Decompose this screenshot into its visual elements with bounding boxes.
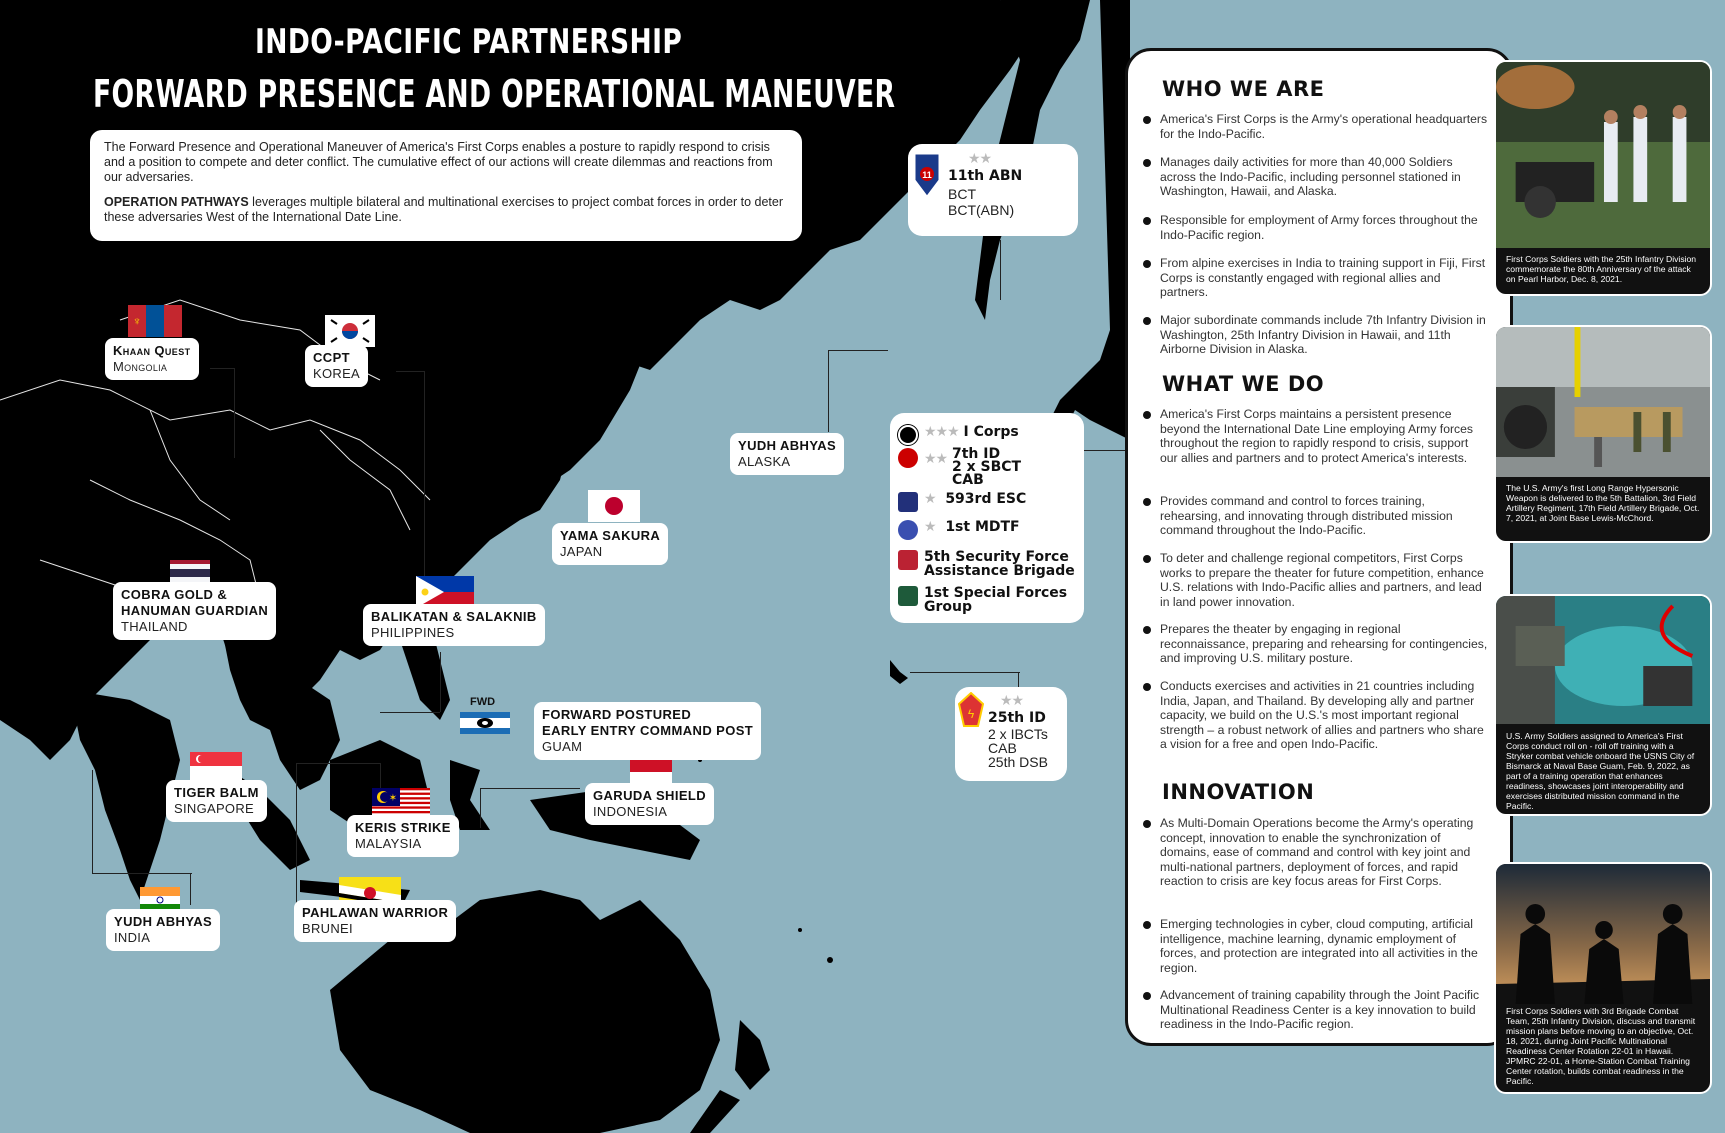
exercise-country: INDONESIA: [593, 804, 668, 819]
who-bullet-3: Responsible for employment of Army forces throughout the Indo-Pacific region.: [1143, 213, 1488, 242]
unit-row-i-corps: [898, 425, 1019, 445]
fwd-flag-label: FWD: [470, 696, 496, 708]
photo-caption: First Corps Soldiers with 3rd Brigade Combat Team, 25th Infantry Division, discuss and transmit mission plans before moving to an objective, Oct. 18, 2021, during Joint Pacific Multinational Readiness Center Rotation 22-01 in Hawaii. JPMRC 22-01, a Home-Station Combat Training Center rotation, builds combat readiness in the Pacific.: [1506, 1006, 1696, 1086]
exercise-card-brunei[interactable]: [294, 900, 456, 942]
unit-row-7th-id: [898, 448, 1021, 487]
exercise-card-india[interactable]: [106, 909, 220, 951]
unit-name: 25th ID: [988, 710, 1046, 726]
exercise-name: CCPT: [313, 350, 350, 365]
photo-card-pearl-harbor: [1494, 60, 1712, 296]
exercise-country: THAILAND: [121, 619, 188, 634]
unit-row-1st-sfg: [898, 586, 1067, 614]
unit-stars: ★★: [1000, 692, 1024, 708]
unit-stars: ★: [924, 491, 936, 507]
what-bullet-2: Provides command and control to forces training, rehearsing, and innovating through distributed mission command throughout the Indo-Pacific.: [1143, 494, 1488, 538]
photo-caption: First Corps Soldiers with the 25th Infantry Division commemorate the 80th Anniversary of the attack on Pearl Harbor, Dec. 8, 2021.: [1506, 254, 1697, 284]
photo-card-jpmrc: [1494, 862, 1712, 1094]
what-we-do-heading: WHAT WE DO: [1162, 372, 1325, 396]
exercise-country: Mongolia: [113, 359, 168, 374]
exercise-name: YAMA SAKURA: [560, 528, 661, 543]
korea-flag: [325, 315, 375, 347]
innovation-bullet-2: Emerging technologies in cyber, cloud computing, artificial intelligence, machine learning, dynamic employment of forces, and protection are integrated into all activities in the region.: [1143, 917, 1488, 975]
unit-name: 11th ABN: [948, 168, 1023, 184]
exercise-card-indonesia[interactable]: [585, 783, 714, 825]
mongolia-flag: [128, 305, 182, 337]
exercise-country: MALAYSIA: [355, 836, 422, 851]
airborne-patch-icon: [913, 150, 941, 198]
innovation-bullet-1: As Multi-Domain Operations become the Army's operating concept, innovation to enable the synchronization of domains, ease of command and control with key joint and multi-national partners, deployment of forces, and rapid reaction to crisis are key focus areas for First Corps.: [1143, 816, 1488, 889]
unit-line4: 25th DSB: [988, 754, 1048, 770]
exercise-card-mongolia[interactable]: [105, 338, 199, 380]
exercise-country: BRUNEI: [302, 921, 353, 936]
unit-row-1st-mdtf: [898, 520, 1020, 540]
exercise-card-korea[interactable]: [305, 345, 368, 387]
photo-caption: U.S. Army Soldiers assigned to America's First Corps conduct roll on - roll off training with a Stryker combat vehicle onboard the USNS City of Bismarck at Naval Base Guam, Feb. 9, 2022, as part of a training operation that enhances readiness, showcases joint interoperability and exercises distributed mission command in the Pacific.: [1506, 731, 1695, 811]
photo-caption: The U.S. Army's first Long Range Hypersonic Weapon is delivered to the 5th Battalion, 3rd Field Artillery Regiment, 17th Field Artillery Brigade, Oct. 7, 2021, at Joint Base Lewis-McChord.: [1506, 483, 1700, 523]
exercise-country: PHILIPPINES: [371, 625, 455, 640]
unit-name: 1st Special Forces: [924, 585, 1068, 601]
exercise-name: GARUDA SHIELD: [593, 788, 707, 803]
who-bullet-1: America's First Corps is the Army's operational headquarters for the Indo-Pacific.: [1143, 112, 1488, 141]
exercise-name-line2: EARLY ENTRY COMMAND POST: [542, 723, 754, 738]
operation-pathways-text: leverages multiple bilateral and multinational exercises to project combat forces in order to deter these adversaries West of the International Date Line.: [104, 195, 783, 224]
hypersonic-weapon-photo: [1496, 327, 1710, 477]
exercise-country: KOREA: [313, 366, 361, 381]
exercise-name: KERIS STRIKE: [355, 820, 451, 835]
exercise-country: ALASKA: [738, 454, 791, 469]
soldiers-silhouette-photo: [1496, 864, 1710, 1004]
i-corps-patch-icon: [898, 425, 918, 445]
photo-card-stryker: [1494, 594, 1712, 816]
innovation-heading: INNOVATION: [1162, 780, 1315, 804]
what-bullet-5: Conducts exercises and activities in 21 countries including India, Japan, and Thailand. By developing ally and partner capacity, we build on the U.S.'s most important regional strength – a robust network of allies and partners who share a vision for a free and open Indo-Pacific.: [1143, 679, 1488, 752]
what-bullet-1: America's First Corps maintains a persistent presence beyond the International Date Line employing Army forces throughout the region to rapidly respond to crisis, support our allies and partners and to protect America's interests.: [1143, 407, 1488, 465]
exercise-card-guam[interactable]: [534, 702, 761, 760]
svg-text:11: 11: [922, 170, 932, 180]
intro-box: [90, 130, 802, 241]
unit-name: 5th Security Force: [924, 549, 1069, 565]
exercise-country: GUAM: [542, 739, 583, 754]
exercise-name: Khaan Quest: [113, 343, 191, 358]
unit-name: I Corps: [963, 424, 1019, 440]
unit-line3: CAB: [951, 472, 984, 488]
exercise-card-japan[interactable]: [552, 523, 668, 565]
exercise-name: YUDH ABHYAS: [738, 438, 837, 453]
page-title-line1: INDO-PACIFIC PARTNERSHIP: [255, 22, 683, 62]
593rd-esc-patch-icon: [898, 492, 918, 512]
exercise-card-philippines[interactable]: [363, 604, 545, 646]
exercise-country: INDIA: [114, 930, 151, 945]
25th-id-patch-icon: [958, 692, 984, 728]
singapore-flag: [190, 752, 242, 780]
exercise-country: SINGAPORE: [174, 801, 254, 816]
svg-text:♆: ♆: [132, 314, 142, 328]
unit-row-5th-sfab: [898, 550, 1075, 578]
photo-card-hypersonic: [1494, 325, 1712, 543]
page-title-line2: FORWARD PRESENCE AND OPERATIONAL MANEUVER: [93, 72, 896, 116]
5th-sfab-patch-icon: [898, 550, 918, 570]
exercise-name: TIGER BALM: [174, 785, 259, 800]
unit-name: 593rd ESC: [945, 491, 1027, 507]
exercise-country: JAPAN: [560, 544, 603, 559]
unit-name: 7th ID: [951, 446, 1001, 462]
unit-stars: ★★: [968, 150, 992, 166]
japan-flag: [588, 490, 640, 522]
operation-pathways-paragraph: [104, 195, 788, 225]
exercise-name: BALIKATAN & SALAKNIB: [371, 609, 537, 624]
unit-line3: CAB: [988, 740, 1017, 756]
svg-text:✶: ✶: [388, 793, 398, 804]
7th-id-patch-icon: [898, 448, 918, 468]
exercise-card-thailand[interactable]: [113, 582, 276, 640]
exercise-card-singapore[interactable]: [166, 780, 267, 822]
exercise-name: YUDH ABHYAS: [114, 914, 213, 929]
indonesia-flag: [630, 758, 672, 786]
operation-pathways-label: OPERATION PATHWAYS: [104, 195, 249, 209]
innovation-bullet-3: Advancement of training capability through the Joint Pacific Multinational Readiness Center is a key innovation to build readiness in the Indo-Pacific region.: [1143, 988, 1488, 1032]
exercise-card-malaysia[interactable]: [347, 815, 459, 857]
who-bullet-2: Manages daily activities for more than 40,000 Soldiers across the Indo-Pacific, including personnel stationed in Washington, Hawaii, and Alaska.: [1143, 155, 1488, 199]
unit-line2: Group: [924, 599, 973, 615]
what-bullet-4: Prepares the theater by engaging in regional reconnaissance, preparing and rehearsing for contingencies, and improving U.S. military posture.: [1143, 622, 1488, 666]
exercise-name-line2: HANUMAN GUARDIAN: [121, 603, 269, 618]
who-bullet-5: Major subordinate commands include 7th Infantry Division in Washington, 25th Infantry Division in Hawaii, and 11th Airborne Division in Alaska.: [1143, 313, 1488, 357]
unit-line2: 2 x IBCTs: [988, 726, 1048, 742]
unit-line3: BCT(ABN): [948, 202, 1015, 218]
what-bullet-3: To deter and challenge regional competitors, First Corps works to prepare the theater for future competition, enhance U.S. relations with Indo-Pacific allies and partners, and lead in land power innovation.: [1143, 551, 1488, 609]
intro-paragraph: The Forward Presence and Operational Maneuver of America's First Corps enables a posture to rapidly respond to crisis and a position to compete and deter conflict. The cumulative effect of our actions will create dilemmas and reactions from our adversaries.: [104, 140, 773, 184]
who-bullet-4: From alpine exercises in India to training support in Fiji, First Corps is constantly engaged with regional allies and partners.: [1143, 256, 1488, 300]
exercise-card-alaska[interactable]: [730, 433, 844, 475]
unit-stars: ★★★: [924, 424, 959, 440]
unit-line2: BCT: [948, 186, 976, 202]
ceremony-photo: [1496, 62, 1710, 248]
exercise-name: COBRA GOLD &: [121, 587, 228, 602]
1st-mdtf-patch-icon: [898, 520, 918, 540]
1st-sfg-patch-icon: [898, 586, 918, 606]
stryker-photo: [1496, 596, 1710, 724]
fwd-flag: [460, 712, 510, 734]
exercise-name: PAHLAWAN WARRIOR: [302, 905, 449, 920]
unit-line2: Assistance Brigade: [924, 563, 1075, 579]
unit-stars: ★: [924, 519, 936, 535]
who-we-are-heading: WHO WE ARE: [1162, 77, 1325, 101]
svg-text:ϟ: ϟ: [967, 707, 975, 721]
unit-row-593rd-esc: [898, 492, 1026, 512]
unit-name: 1st MDTF: [945, 519, 1020, 535]
unit-stars: ★★: [924, 451, 948, 467]
unit-line2: 2 x SBCT: [951, 459, 1022, 475]
exercise-name: FORWARD POSTURED: [542, 707, 692, 722]
